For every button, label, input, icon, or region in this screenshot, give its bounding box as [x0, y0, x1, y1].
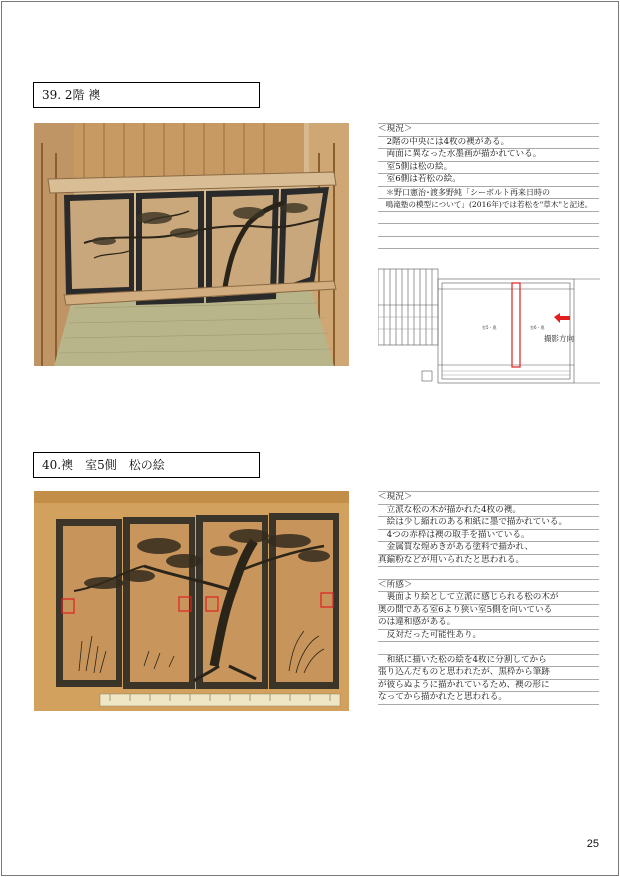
note-line: 両面に異なった水墨画が描かれている。	[378, 149, 599, 162]
room-right-label: 室6・奥	[530, 325, 545, 330]
note-line	[378, 224, 599, 237]
section-39-title: 39. 2階 襖	[33, 82, 260, 108]
note-line: ＜所感＞	[378, 580, 599, 593]
note-line: ＜現況＞	[378, 123, 599, 137]
photo-fusuma-2f	[34, 123, 349, 366]
section-40-notes	[378, 491, 599, 705]
note-line: 金属質な煌めきがある塗料で描かれ、	[378, 542, 599, 555]
note-line: 和紙に描いた松の絵を4枚に分割してから	[378, 655, 599, 668]
direction-label: 撮影方向	[544, 334, 574, 343]
photo-pine-painting	[34, 491, 349, 711]
note-line	[378, 237, 599, 250]
note-line: 室6側は若松の絵。	[378, 174, 599, 187]
note-line: 張り込んだものと思われたが、黒枠から筆跡	[378, 667, 599, 680]
note-line: 4つの赤枠は襖の取手を描いている。	[378, 530, 599, 543]
note-line: 絵は少し縮れのある和紙に墨で描かれている。	[378, 517, 599, 530]
note-line: ＜現況＞	[378, 491, 599, 505]
note-line: 2階の中央には4枚の襖がある。	[378, 137, 599, 150]
note-line: なってから描かれたと思われる。	[378, 692, 599, 705]
note-line: のは違和感がある。	[378, 617, 599, 630]
note-line: ＊野口憲治･渡多野純「シーボルト再来日時の	[378, 187, 599, 200]
note-line: 裏面より絵として立派に感じられる松の木が	[378, 592, 599, 605]
page-number: 25	[586, 838, 599, 850]
note-line: 反対だった可能性あり。	[378, 630, 599, 643]
note-line	[378, 212, 599, 225]
note-line: 鳴滝塾の模型について」(2016年)では若松を"草木"と記述。	[378, 199, 599, 212]
note-line: 室5側は松の絵。	[378, 162, 599, 175]
note-line: 真鍮粉などが用いられたと思われる。	[378, 555, 599, 568]
section-39-notes	[378, 123, 599, 249]
note-line: 立派な松の木が描かれた4枚の襖。	[378, 505, 599, 518]
room-left-label: 室5・奥	[482, 325, 497, 330]
note-line: が彼らぬように描かれているため、襖の形に	[378, 680, 599, 693]
note-line: 奥の間である室6より狭い室5側を向いている	[378, 605, 599, 618]
note-line	[378, 567, 599, 580]
section-40-title: 40.襖 室5側 松の絵	[33, 452, 260, 478]
floor-plan	[378, 265, 600, 387]
note-line	[378, 642, 599, 655]
